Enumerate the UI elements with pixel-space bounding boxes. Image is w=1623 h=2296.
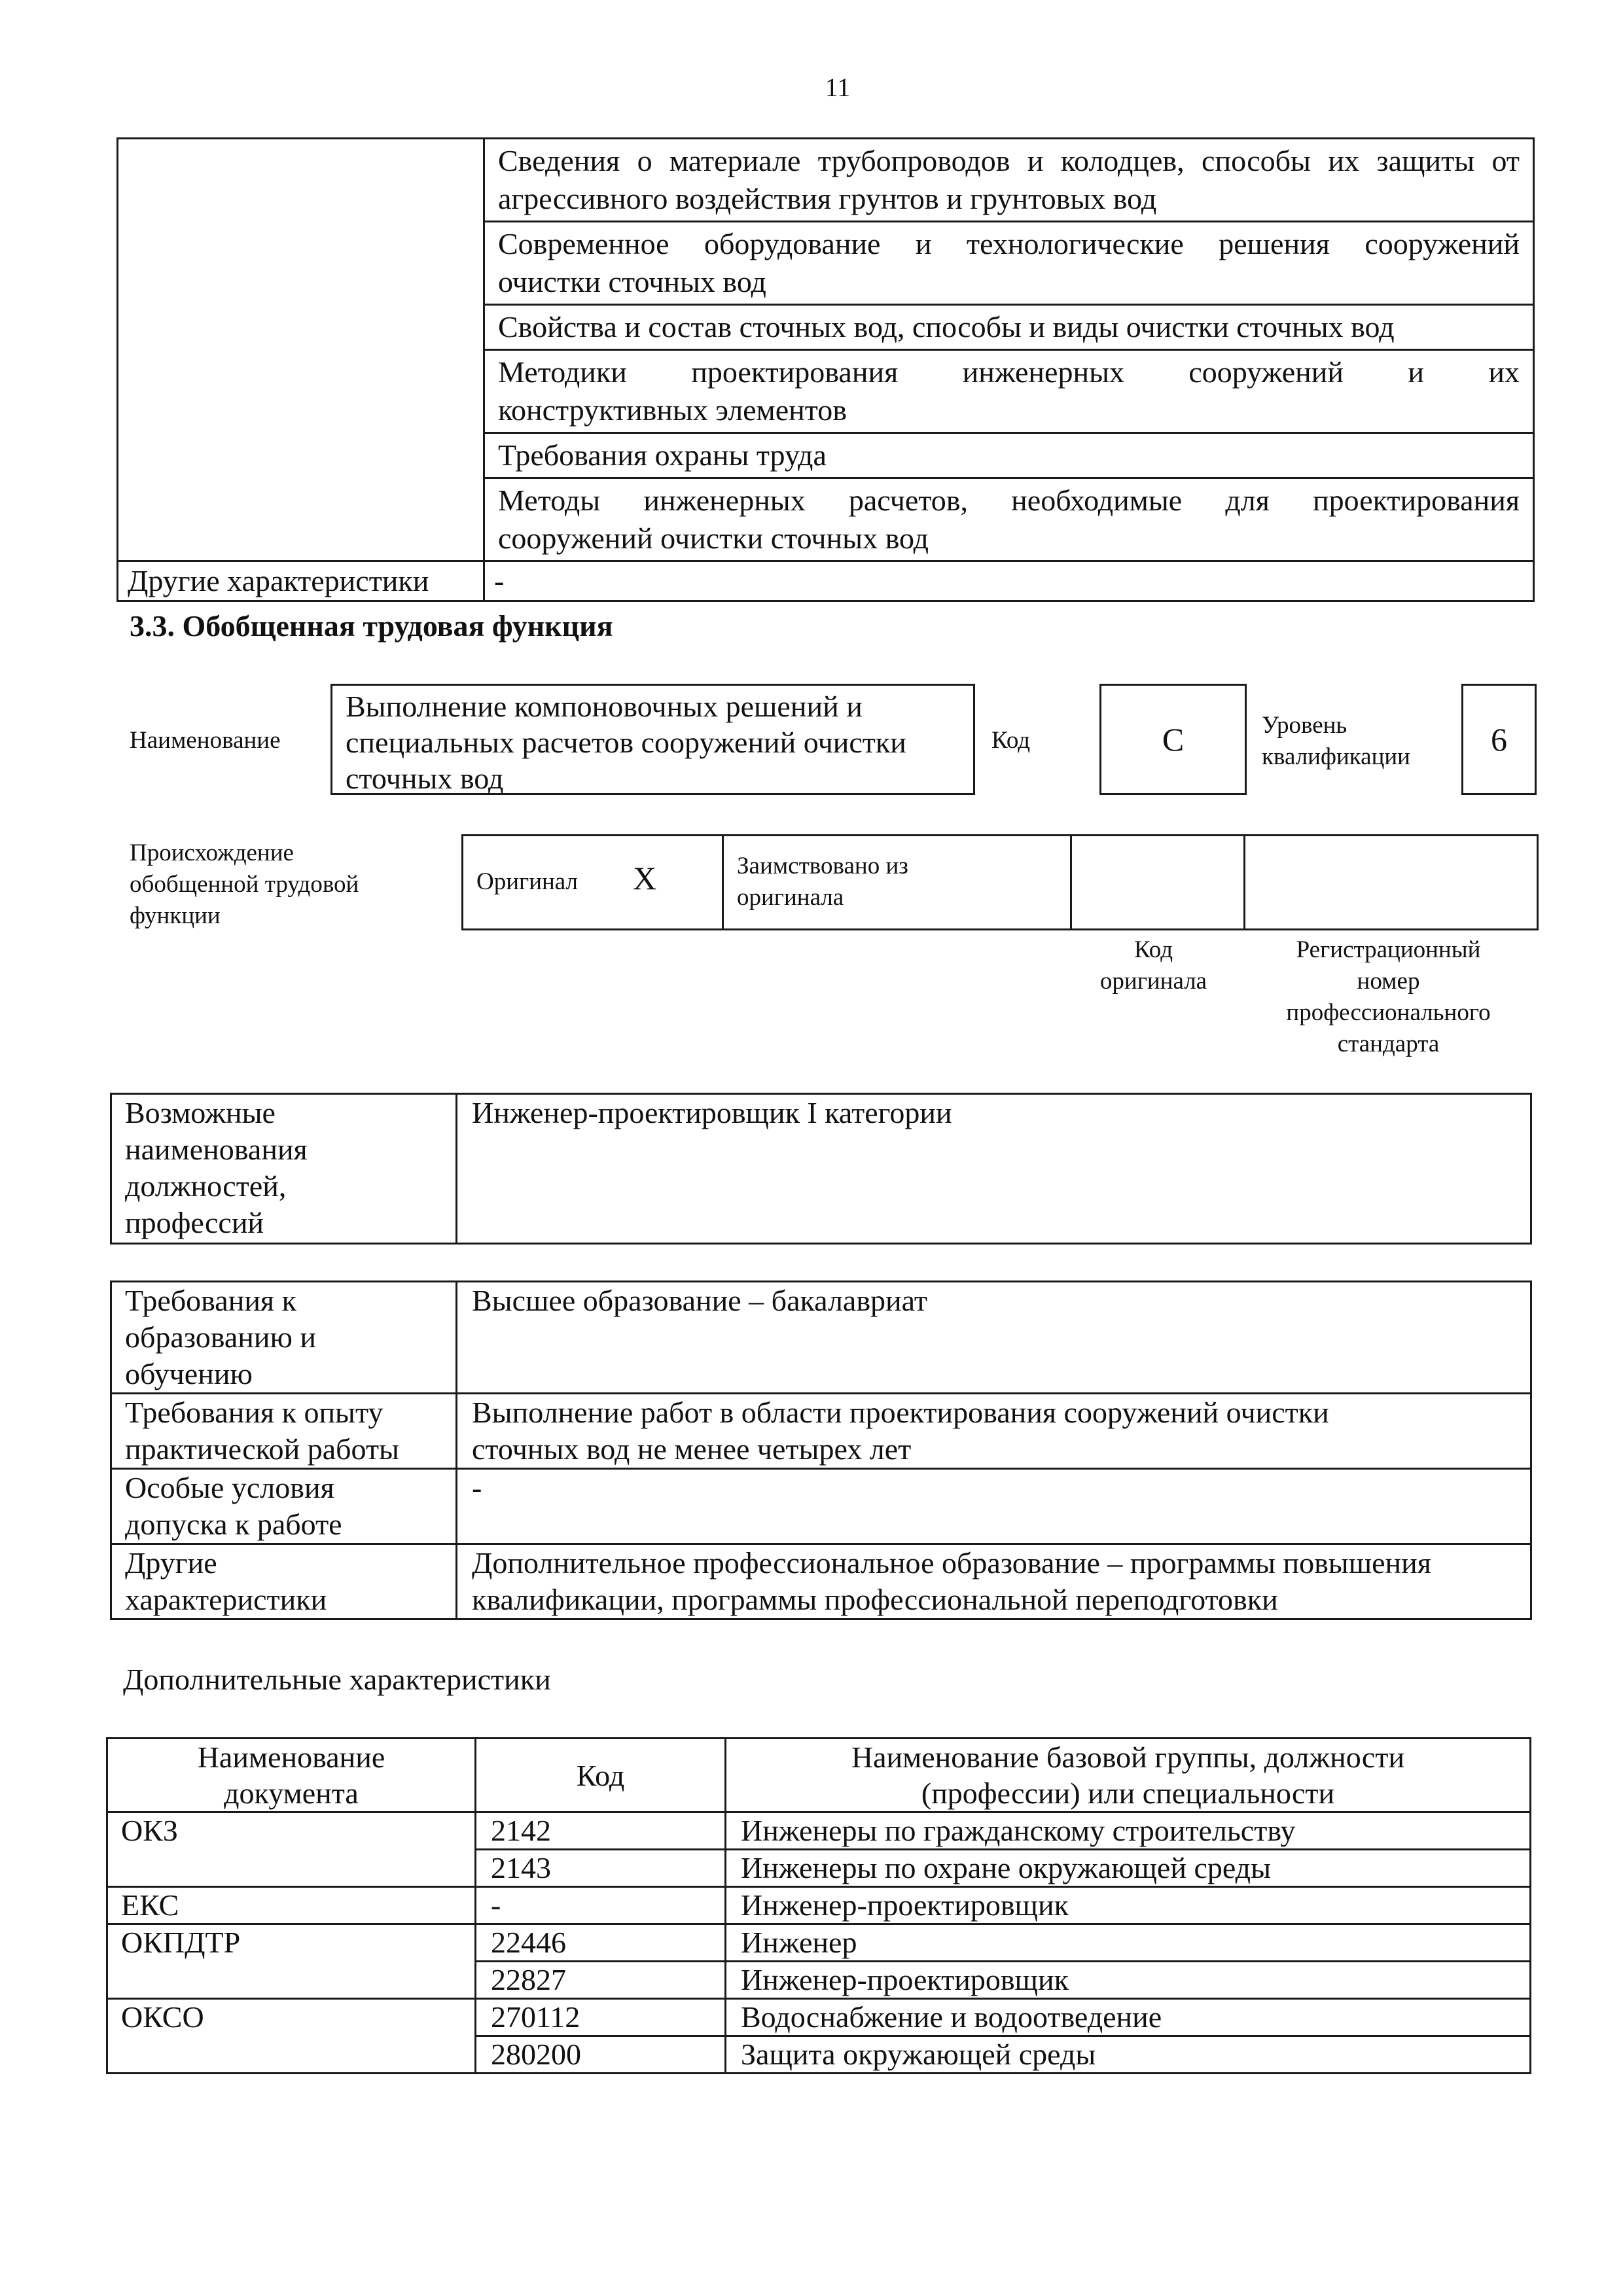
code-label: Код — [991, 727, 1031, 754]
name-cell: Защита окружающей среды — [726, 2036, 1531, 2074]
origin-label-line: функции — [130, 902, 221, 929]
name-cell: Инженер-проектировщик — [726, 1887, 1531, 1924]
requirement-value-line: квалификации, программы профессиональной переподготовки — [472, 1583, 1278, 1616]
knowledge-line: очистки сточных вод — [498, 265, 766, 298]
table-row — [111, 1394, 1531, 1469]
requirement-label-line: практической работы — [125, 1432, 399, 1466]
doc-cell: ЕКС — [107, 1887, 476, 1924]
original-cell — [463, 836, 723, 930]
empty-label-cell — [118, 139, 484, 561]
level-label — [1262, 710, 1410, 773]
table-row — [111, 1094, 1531, 1244]
code-cell: 22827 — [476, 1962, 726, 1999]
requirement-value-line: Дополнительное профессиональное образование – программы повышения — [472, 1546, 1431, 1580]
table-row — [107, 1924, 1531, 1962]
function-name-box — [330, 684, 975, 795]
requirement-label — [111, 1544, 457, 1619]
header-line: (профессии) или специальности — [921, 1776, 1335, 1810]
origin-label — [130, 838, 359, 932]
positions-table — [110, 1093, 1532, 1245]
knowledge-item — [484, 222, 1534, 305]
original-code-cell — [1071, 836, 1245, 930]
caption-line: профессионального — [1286, 999, 1491, 1026]
page-number: 11 — [825, 73, 851, 102]
knowledge-line: сооружений очистки сточных вод — [498, 521, 929, 555]
knowledge-line: агрессивного воздействия грунтов и грунтовых вод — [498, 182, 1157, 215]
section-title: 3.3. Обобщенная трудовая функция — [130, 609, 613, 643]
positions-label-line: Возможные — [125, 1096, 276, 1129]
code-value-box — [1099, 684, 1247, 795]
level-label-line: квалификации — [1262, 743, 1410, 770]
code-cell: 270112 — [476, 1999, 726, 2036]
name-cell: Инженеры по охране окружающей среды — [726, 1850, 1531, 1887]
registration-number-cell — [1245, 836, 1538, 930]
requirement-label-line: Требования к опыту — [125, 1396, 383, 1429]
requirement-label — [111, 1282, 457, 1394]
table-row — [107, 1812, 1531, 1850]
table-row — [463, 836, 1538, 930]
code-cell: 2143 — [476, 1850, 726, 1887]
requirement-label-line: допуска к работе — [125, 1508, 342, 1541]
caption-line: стандарта — [1337, 1031, 1440, 1057]
table-row — [107, 1999, 1531, 2036]
function-name-line: Выполнение компоновочных решений и — [346, 690, 863, 723]
positions-label-line: наименования — [125, 1133, 308, 1166]
code-value: C — [1162, 721, 1185, 758]
other-characteristics-label: Другие характеристики — [118, 561, 484, 601]
code-cell: - — [476, 1887, 726, 1924]
requirement-value — [457, 1282, 1531, 1394]
requirement-label-line: характеристики — [125, 1583, 327, 1616]
positions-label-line: должностей, — [125, 1169, 287, 1203]
header-name — [726, 1739, 1531, 1812]
requirement-value-line: Высшее образование – бакалавриат — [472, 1284, 927, 1317]
requirement-value-line: сточных вод не менее четырех лет — [472, 1432, 912, 1466]
borrowed-cell — [723, 836, 1071, 930]
table-row — [111, 1469, 1531, 1544]
additional-title: Дополнительные характеристики — [123, 1663, 551, 1696]
requirement-label-line: образованию и — [125, 1320, 316, 1354]
other-characteristics-value: - — [484, 561, 1534, 601]
caption-line: Регистрационный — [1296, 936, 1481, 963]
requirement-label — [111, 1394, 457, 1469]
code-cell: 280200 — [476, 2036, 726, 2074]
table-row — [118, 139, 1534, 222]
requirement-label-line: Особые условия — [125, 1471, 334, 1504]
origin-label-line: Происхождение — [130, 839, 294, 866]
requirement-label-line: Другие — [125, 1546, 217, 1580]
caption-registration-number — [1240, 934, 1537, 1060]
name-cell: Инженеры по гражданскому строительству — [726, 1812, 1531, 1850]
requirement-label-line: Требования к — [125, 1284, 296, 1317]
name-cell: Инженер-проектировщик — [726, 1962, 1531, 1999]
knowledge-line: Свойства и состав сточных вод, способы и виды очистки сточных вод — [498, 310, 1395, 344]
header-line: Наименование базовой группы, должности — [851, 1740, 1405, 1774]
table-header-row — [107, 1739, 1531, 1812]
requirement-value-line: - — [472, 1471, 482, 1504]
knowledge-line: конструктивных элементов — [498, 393, 847, 427]
knowledge-item — [484, 350, 1534, 433]
header-code: Код — [476, 1739, 726, 1812]
name-cell: Водоснабжение и водоотведение — [726, 1999, 1531, 2036]
knowledge-line: Современное оборудование и технологические решения сооружений — [498, 227, 1520, 260]
requirement-label — [111, 1469, 457, 1544]
requirement-value — [457, 1394, 1531, 1469]
caption-line: оригинала — [1099, 968, 1207, 995]
table-row — [111, 1282, 1531, 1394]
origin-label-line: обобщенной трудовой — [130, 871, 359, 898]
name-label: Наименование — [130, 727, 281, 754]
knowledge-table — [116, 137, 1535, 602]
knowledge-item — [484, 478, 1534, 561]
level-label-line: Уровень — [1262, 712, 1347, 739]
code-cell: 22446 — [476, 1924, 726, 1962]
positions-label-line: профессий — [125, 1206, 264, 1239]
caption-original-code — [1067, 934, 1240, 997]
function-name-line: специальных расчетов сооружений очистки — [346, 726, 906, 759]
header-document — [107, 1739, 476, 1812]
original-mark: X — [633, 860, 657, 896]
knowledge-line: Сведения о материале трубопроводов и колодцев, способы их защиты от — [498, 144, 1520, 177]
additional-table — [106, 1737, 1531, 2074]
original-label: Оригинал — [476, 868, 579, 895]
requirement-value-line: Выполнение работ в области проектирования сооружений очистки — [472, 1396, 1329, 1429]
requirement-value — [457, 1544, 1531, 1619]
requirement-label-line: обучению — [125, 1357, 253, 1390]
table-row — [107, 1887, 1531, 1924]
doc-cell: ОКЗ — [107, 1812, 476, 1887]
table-row — [118, 561, 1534, 601]
positions-value: Инженер-проектировщик I категории — [457, 1094, 1531, 1244]
doc-cell: ОКПДТР — [107, 1924, 476, 1999]
knowledge-item — [484, 305, 1534, 350]
borrowed-line: оригинала — [737, 884, 844, 911]
knowledge-item — [484, 433, 1534, 478]
positions-label — [111, 1094, 457, 1244]
requirements-table — [110, 1280, 1532, 1620]
borrowed-line: Заимствовано из — [737, 853, 908, 879]
caption-line: номер — [1357, 968, 1420, 995]
header-line: Наименование — [197, 1740, 385, 1774]
level-value: 6 — [1491, 721, 1507, 758]
function-name-line: сточных вод — [346, 762, 504, 795]
level-value-box — [1461, 684, 1537, 795]
knowledge-line: Методы инженерных расчетов, необходимые для проектирования — [498, 484, 1520, 517]
code-cell: 2142 — [476, 1812, 726, 1850]
table-row — [111, 1544, 1531, 1619]
header-line: документа — [224, 1776, 359, 1810]
caption-line: Код — [1133, 936, 1173, 963]
knowledge-line: Требования охраны труда — [498, 438, 827, 472]
origin-table — [461, 834, 1539, 930]
knowledge-line: Методики проектирования инженерных сооружений и их — [498, 355, 1520, 389]
name-cell: Инженер — [726, 1924, 1531, 1962]
doc-cell: ОКСО — [107, 1999, 476, 2074]
requirement-value — [457, 1469, 1531, 1544]
knowledge-item — [484, 139, 1534, 222]
